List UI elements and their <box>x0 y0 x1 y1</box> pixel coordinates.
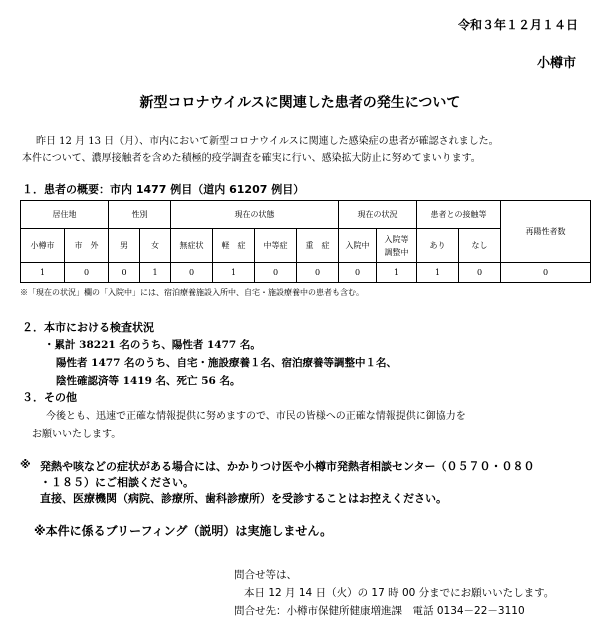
table-cell: 1 <box>417 263 459 283</box>
subheader-severe: 重 症 <box>297 229 339 263</box>
subheader-hospitalized: 入院中 <box>339 229 377 263</box>
table-cell: 1 <box>140 263 171 283</box>
group-header-condition: 現在の状態 <box>171 201 339 229</box>
subheader-contact-yes: あり <box>417 229 459 263</box>
section3-line-1: 今後とも、迅速で正確な情報提供に努めますので、市民の皆様への正確な情報提供に御協力を <box>46 411 466 422</box>
notice-line-1: 発熱や咳などの症状がある場合には、かかりつけ医や小樽市発熱者相談センター（０５７０・０８０ <box>40 460 535 473</box>
intro-line-1: 昨日 12 月 13 日（月）、市内において新型コロナウイルスに関連した感染症の患者が確認されました。 <box>36 136 499 147</box>
table-cell: 0 <box>339 263 377 283</box>
issuer-name: 小樽市 <box>536 56 576 71</box>
subheader-otaru: 小樽市 <box>21 229 65 263</box>
notice-line-2: ・１８５）にご相談ください。 <box>40 476 194 489</box>
table-cell: 1 <box>21 263 65 283</box>
section2-line-3: 陰性確認済等 1419 名、死亡 56 名。 <box>56 375 241 387</box>
document-title: 新型コロナウイルスに関連した患者の発生について <box>139 95 461 111</box>
intro-line-2: 本件について、濃厚接触者を含めた積極的疫学調査を確実に行い、感染拡大防止に努めてまいります。 <box>22 153 481 164</box>
section1-heading: １．患者の概要：市内 1477 例目（道内 61207 例目） <box>22 183 305 196</box>
notice-line-3: 直接、医療機関（病院、診療所、歯科診療所）を受診することはお控えください。 <box>40 492 447 505</box>
contact-destination: 問合せ先：小樽市保健所健康増進課 電話 0134－22－3110 <box>234 605 525 617</box>
table-cell: 0 <box>297 263 339 283</box>
section2-heading: ２．本市における検査状況 <box>22 321 154 334</box>
section2-line-2: 陽性者 1477 名のうち、自宅・施設療養１名、宿泊療養等調整中１名、 <box>56 357 398 369</box>
table-footnote: ※「現在の状況」欄の「入院中」には、宿泊療養施設入所中、自宅・施設療養中の患者も含む。 <box>20 288 364 297</box>
subheader-mild: 軽 症 <box>213 229 255 263</box>
group-header-contact: 患者との接触等 <box>417 201 501 229</box>
section3-heading: ３．その他 <box>22 391 77 404</box>
group-header-sex: 性別 <box>109 201 171 229</box>
section3-line-2: お願いいたします。 <box>32 429 122 440</box>
table-cell: 0 <box>255 263 297 283</box>
table-cell: 0 <box>65 263 109 283</box>
contact-lead: 問合せ等は、 <box>234 569 297 581</box>
notice-mark: ※ <box>20 458 31 471</box>
subheader-moderate: 中等症 <box>255 229 297 263</box>
document-date: 令和３年１２月１４日 <box>457 18 578 32</box>
subheader-female: 女 <box>140 229 171 263</box>
table-cell: 1 <box>377 263 417 283</box>
subheader-male: 男 <box>109 229 140 263</box>
subheader-adjusting: 入院等 調整中 <box>377 229 417 263</box>
table-cell: 0 <box>501 263 591 283</box>
contact-hours: 本日 12 月 14 日（火）の 17 時 00 分までにお願いいたします。 <box>244 587 555 599</box>
table-cell: 0 <box>171 263 213 283</box>
section2-line-1: ・累計 38221 名のうち、陽性者 1477 名。 <box>44 339 261 351</box>
group-header-repositive: 再陽性者数 <box>501 201 591 263</box>
table-cell: 1 <box>213 263 255 283</box>
table-cell: 0 <box>459 263 501 283</box>
briefing-notice: ※本件に係るブリーフィング（説明）は実施しません。 <box>34 524 333 538</box>
table-cell: 0 <box>109 263 140 283</box>
group-header-residence: 居住地 <box>21 201 109 229</box>
subheader-asymptomatic: 無症状 <box>171 229 213 263</box>
group-header-status: 現在の状況 <box>339 201 417 229</box>
subheader-contact-no: なし <box>459 229 501 263</box>
patient-summary-table <box>20 200 591 283</box>
subheader-outside: 市 外 <box>65 229 109 263</box>
